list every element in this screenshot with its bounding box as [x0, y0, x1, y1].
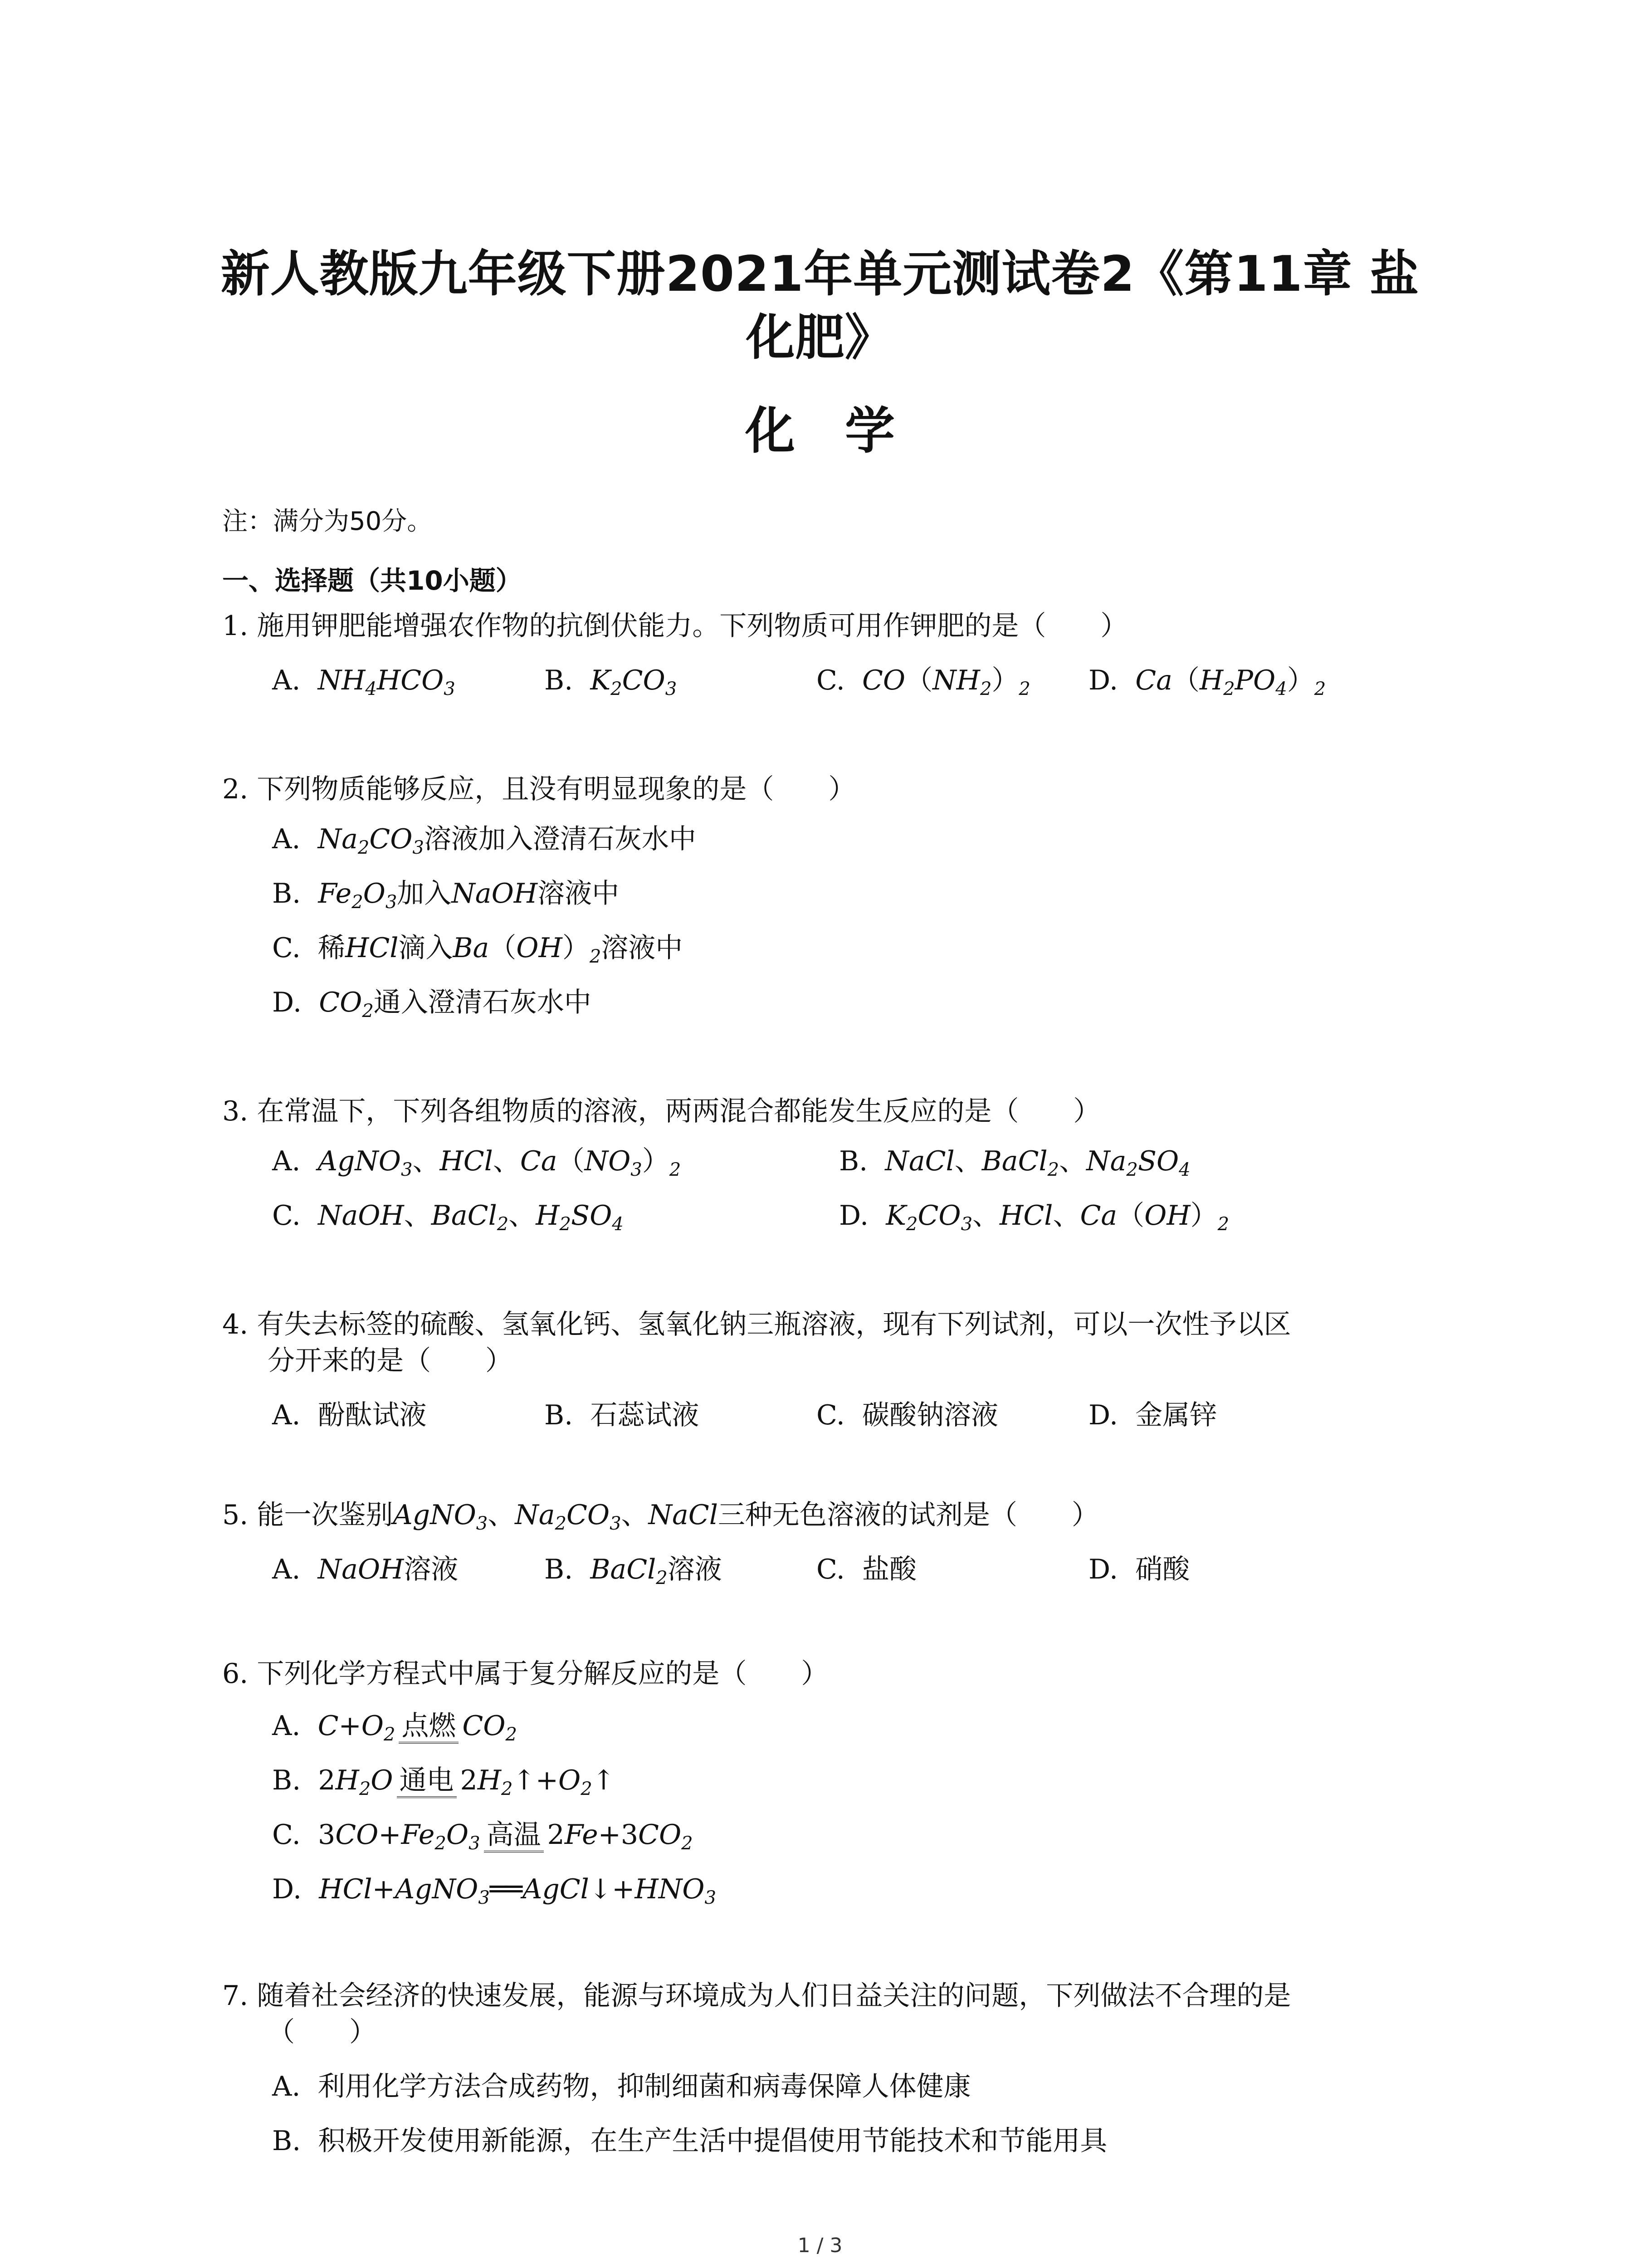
- q3-option-a[interactable]: A. AgNO$_3$、HCl、$Ca(NO_3)_2$: [272, 1145, 681, 1180]
- question-stem: 下列物质能够反应，且没有明显现象的是（ ）: [257, 773, 856, 805]
- q1-option-d[interactable]: D. $Ca(H_2PO_4)_2$: [1088, 665, 1326, 699]
- q1-option-a[interactable]: A. $NH_4HCO_3$: [272, 665, 455, 699]
- reaction-condition: 高温: [484, 1819, 544, 1853]
- q2-option-c[interactable]: C. 稀HCl滴入$Ba(OH)_2$溶液中: [272, 932, 683, 967]
- question-2: [222, 771, 855, 807]
- q6-option-d[interactable]: D. $HCl+AgNO_3══AgCl↓+HNO_3$: [272, 1871, 716, 1907]
- title-line-2: 化肥》: [746, 309, 894, 366]
- q1-option-b[interactable]: B. $K_2CO_3$: [544, 665, 677, 699]
- q5-option-d[interactable]: D. 硝酸: [1088, 1554, 1190, 1585]
- q3-option-b[interactable]: B. NaCl、BaCl$_2$、$Na_2SO_4$: [839, 1145, 1191, 1180]
- question-7: [222, 1978, 1291, 2050]
- q4-option-c[interactable]: C. 碳酸钠溶液: [816, 1399, 998, 1431]
- question-number: 2.: [222, 773, 249, 805]
- question-stem: 能一次鉴别AgNO$_3$、$Na_2CO_3$、NaCl三种无色溶液的试剂是（ ）: [257, 1499, 1099, 1534]
- question-stem: 下列化学方程式中属于复分解反应的是（ ）: [257, 1658, 829, 1690]
- q6-option-a[interactable]: A. $C+O_2$ 点燃 $CO_2$: [272, 1710, 517, 1745]
- question-6: [222, 1656, 828, 1692]
- q7-option-a[interactable]: A. 利用化学方法合成药物，抑制细菌和病毒保障人体健康: [272, 2071, 971, 2102]
- question-stem-continued: 分开来的是（ ）: [268, 1345, 512, 1377]
- q4-option-a[interactable]: A. 酚酞试液: [272, 1399, 427, 1431]
- precipitate-arrow-icon: ↓: [589, 1873, 612, 1905]
- question-stem: 随着社会经济的快速发展，能源与环境成为人们日益关注的问题，下列做法不合理的是: [257, 1980, 1291, 2012]
- q5-option-c[interactable]: C. 盐酸: [816, 1554, 917, 1585]
- question-3: [222, 1093, 1100, 1129]
- q4-option-b[interactable]: B. 石蕊试液: [544, 1399, 699, 1431]
- page-title: [218, 243, 1422, 370]
- q7-option-b[interactable]: B. 积极开发使用新能源，在生产生活中提倡使用节能技术和节能用具: [272, 2125, 1108, 2157]
- q3-option-d[interactable]: D. $K_2CO_3$、HCl、$Ca(OH)_2$: [839, 1200, 1230, 1235]
- question-stem: 施用钾肥能增强农作物的抗倒伏能力。下列物质可用作钾肥的是（ ）: [257, 610, 1128, 642]
- question-5: [222, 1497, 1099, 1533]
- q5-option-b[interactable]: B. BaCl$_2$溶液: [544, 1554, 722, 1589]
- title-line-1: 新人教版九年级下册2021年单元测试卷2《第11章 盐: [220, 246, 1420, 303]
- question-stem: 有失去标签的硫酸、氢氧化钙、氢氧化钠三瓶溶液，现有下列试剂，可以一次性予以区: [257, 1309, 1291, 1340]
- gas-arrow-icon: ↑: [512, 1765, 536, 1796]
- score-note: 注：满分为50分。: [222, 507, 433, 536]
- subject-heading: 化学: [745, 402, 945, 460]
- question-number: 7.: [222, 1980, 249, 2012]
- question-number: 6.: [222, 1658, 249, 1690]
- reaction-condition: 通电: [397, 1765, 457, 1798]
- question-number: 4.: [222, 1309, 249, 1340]
- q2-option-d[interactable]: D. $CO_2$通入澄清石灰水中: [272, 987, 591, 1022]
- page-number: 1 / 3: [797, 2234, 843, 2257]
- q6-option-c[interactable]: C. $3CO+Fe_2O_3$ 高温 $2Fe+3CO_2$: [272, 1819, 693, 1854]
- question-stem-continued: （ ）: [268, 2016, 376, 2048]
- question-number: 5.: [222, 1499, 249, 1531]
- q1-option-c[interactable]: C. $CO(NH_2)_2$: [816, 665, 1030, 699]
- question-number: 3.: [222, 1095, 249, 1127]
- q6-option-b[interactable]: B. $2H_2O$ 通电 $2H_2↑+O_2↑$: [272, 1765, 615, 1799]
- question-number: 1.: [222, 610, 249, 642]
- question-1: [222, 608, 1128, 644]
- q5-option-a[interactable]: A. NaOH溶液: [272, 1554, 459, 1585]
- q2-option-b[interactable]: B. $Fe_2O_3$加入NaOH溶液中: [272, 878, 620, 913]
- question-4: [222, 1306, 1291, 1379]
- question-stem: 在常温下，下列各组物质的溶液，两两混合都能发生反应的是（ ）: [257, 1095, 1101, 1127]
- section-heading: 一、选择题（共10小题）: [222, 565, 522, 596]
- q3-option-c[interactable]: C. NaOH、BaCl$_2$、$H_2SO_4$: [272, 1200, 624, 1235]
- q2-option-a[interactable]: A. $Na_2CO_3$溶液加入澄清石灰水中: [272, 823, 696, 858]
- gas-arrow-icon: ↑: [592, 1765, 615, 1796]
- q4-option-d[interactable]: D. 金属锌: [1088, 1399, 1217, 1431]
- equals-sign: ══: [489, 1873, 523, 1905]
- reaction-condition: 点燃: [399, 1710, 459, 1744]
